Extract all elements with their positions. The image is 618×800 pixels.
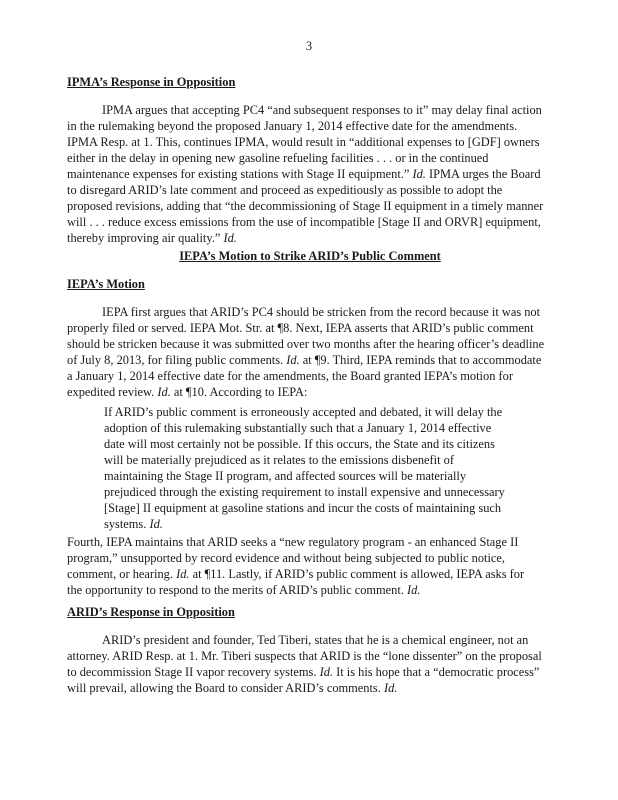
iepa-line: the opportunity to respond to the merits of ARID’s public comment. Id. [67,583,421,597]
ipma-line: in the rulemaking beyond the proposed January 1, 2014 effective date for the amendments. [67,119,518,133]
quote-line: prejudiced through the existing requirement to install expensive and unnecessary [104,485,505,499]
arid-line: attorney. ARID Resp. at 1. Mr. Tiberi suspects that ARID is the “lone dissenter” on the proposal [67,649,542,663]
quote-line: maintaining the Stage II program, and affected sources will be materially [104,469,467,483]
page-number: 3 [305,39,313,53]
arid-paragraph [67,632,553,696]
quote-line: systems. Id. [104,517,163,531]
iepa-line: of July 8, 2013, for filing public comments. Id. at ¶9. Third, IEPA reminds that to accommodate [67,353,542,367]
iepa-line: should be stricken because it was submitted over two months after the hearing officer’s deadline [67,337,545,351]
quote-line: If ARID’s public comment is erroneously accepted and debated, it will delay the [104,405,503,419]
arid-line: to decommission Stage II vapor recovery systems. Id. It is his hope that a “democratic process” [67,665,540,679]
quote-line: will be materially prejudiced as it relates to the emissions disbenefit of [104,453,454,467]
ipma-line: will . . . reduce excess emissions from the use of incompatible [Stage II and ORVR] equipment, [67,215,541,229]
ipma-line: maintenance expenses for existing stations with Stage II equipment.” Id. IPMA urges the Board [67,167,541,181]
ipma-response-heading: IPMA’s Response in Opposition [67,75,236,89]
ipma-paragraph [67,102,553,246]
arid-line: will prevail, allowing the Board to consider ARID’s comments. Id. [67,681,398,695]
arid-line: ARID’s president and founder, Ted Tiberi, states that he is a chemical engineer, not an [102,633,529,647]
ipma-line: either in the delay in opening new gasoline refueling facilities . . . or in the continued [67,151,489,165]
iepa-motion-section-title: IEPA’s Motion to Strike ARID’s Public Comment [179,249,441,263]
quote-line: date will most certainly not be possible. If this occurs, the State and its citizens [104,437,495,451]
iepa-line: program,” unsupported by record evidence and without being subjected to public notice, [67,551,506,565]
quote-line: [Stage] II equipment at gasoline stations and incur the costs of maintaining such [104,501,502,515]
ipma-line: IPMA Resp. at 1. This, continues IPMA, would result in “additional expenses to [GDF] owners [67,135,540,149]
iepa-line: Fourth, IEPA maintains that ARID seeks a “new regulatory program - an enhanced Stage II [67,535,519,549]
iepa-motion-heading: IEPA’s Motion [67,277,145,291]
iepa-paragraph [67,304,553,400]
iepa-line: expedited review. Id. at ¶10. According to IEPA: [67,385,308,399]
iepa-line: a January 1, 2014 effective date for the amendments, the Board granted IEPA’s motion for [67,369,513,383]
ipma-line: thereby improving air quality.” Id. [67,231,237,245]
iepa-paragraph-2 [67,534,553,598]
ipma-line: IPMA argues that accepting PC4 “and subsequent responses to it” may delay final action [102,103,542,117]
iepa-line: comment, or hearing. Id. at ¶11. Lastly, if ARID’s public comment is allowed, IEPA asks for [67,567,525,581]
arid-response-heading: ARID’s Response in Opposition [67,605,235,619]
iepa-block-quote [104,404,522,532]
iepa-line: properly filed or served. IEPA Mot. Str. at ¶8. Next, IEPA asserts that ARID’s public comment [67,321,534,335]
ipma-line: to disregard ARID’s late comment and proceed as expeditiously as possible to adopt the [67,183,503,197]
quote-line: adoption of this rulemaking substantially such that a January 1, 2014 effective [104,421,492,435]
ipma-line: proposed revisions, adding that “the decommissioning of Stage II equipment in a timely manner [67,199,544,213]
iepa-line: IEPA first argues that ARID’s PC4 should be stricken from the record because it was not [102,305,541,319]
